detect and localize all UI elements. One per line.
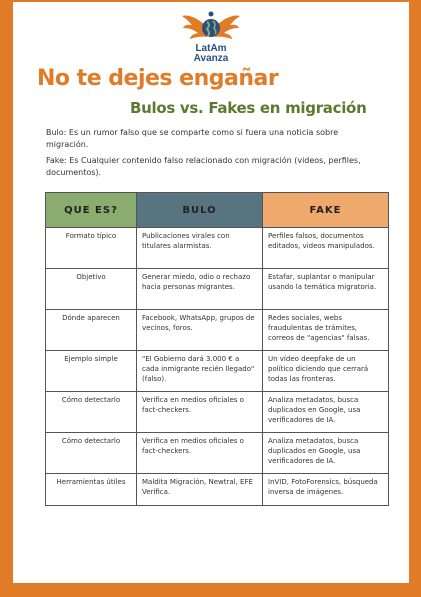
bulo-cell: Facebook, WhatsApp, grupos de vecinos, foros. — [137, 310, 263, 351]
row-label: Formato típico — [46, 228, 137, 269]
comparison-table — [45, 192, 389, 506]
header-que-es: QUE ES? — [46, 193, 137, 228]
page-subtitle: Bulos vs. Fakes en migración — [130, 99, 367, 117]
table-row — [46, 392, 389, 433]
row-label: Herramientas útiles — [46, 474, 137, 506]
row-label: Dónde aparecen — [46, 310, 137, 351]
row-label: Cómo detectarlo — [46, 392, 137, 433]
bulo-cell: Maldita Migración, Newtral, EFE Verifica. — [137, 474, 263, 506]
top-border — [0, 0, 421, 2]
table-row — [46, 433, 389, 474]
row-label: Ejemplo simple — [46, 351, 137, 392]
right-border — [409, 0, 421, 597]
table-header-row — [46, 193, 389, 228]
fake-cell: Analiza metadatos, busca duplicados en Google, usa verificadores de IA. — [263, 392, 389, 433]
table-row — [46, 228, 389, 269]
bulo-cell: "El Gobierno dará 3.000 € a cada inmigrante recién llegado" (falso). — [137, 351, 263, 392]
bulo-cell: Publicaciones virales con titulares alarmistas. — [137, 228, 263, 269]
bulo-cell: Generar miedo, odio o rechazo hacia personas migrantes. — [137, 269, 263, 310]
row-label: Objetivo — [46, 269, 137, 310]
header-fake: FAKE — [263, 193, 389, 228]
bulo-cell: Verifica en medios oficiales o fact-checkers. — [137, 433, 263, 474]
logo-line2: Avanza — [193, 53, 229, 64]
definition-bulo: Bulo: Es un rumor falso que se comparte como si fuera una noticia sobre migración. — [46, 128, 339, 149]
row-label: Cómo detectarlo — [46, 433, 137, 474]
header-bulo: BULO — [137, 193, 263, 228]
fake-cell: Perfiles falsos, documentos editados, videos manipulados. — [263, 228, 389, 269]
table-row — [46, 474, 389, 506]
table-row — [46, 310, 389, 351]
fake-cell: Redes sociales, webs fraudulentas de trámites, correos de "agencias" falsas. — [263, 310, 389, 351]
table-row — [46, 351, 389, 392]
definition-fake: Fake: Es Cualquier contenido falso relacionado con migración (videos, perfiles, documentos). — [46, 156, 361, 177]
bulo-cell: Verifica en medios oficiales o fact-checkers. — [137, 392, 263, 433]
fake-cell: Un vídeo deepfake de un político diciendo que cerrará todas las fronteras. — [263, 351, 389, 392]
fake-cell: Estafar, suplantar o manipular usando la temática migratoria. — [263, 269, 389, 310]
bottom-border — [0, 583, 421, 597]
fake-cell: InVID, FotoForensics, búsqueda inversa de imágenes. — [263, 474, 389, 506]
table-row — [46, 269, 389, 310]
page-title: No te dejes engañar — [37, 66, 279, 91]
fake-cell: Analiza metadatos, busca duplicados en Google, usa verificadores de IA. — [263, 433, 389, 474]
left-border — [0, 0, 13, 597]
logo-wordmark — [170, 44, 252, 64]
logo-line1: LatAm — [195, 43, 227, 54]
